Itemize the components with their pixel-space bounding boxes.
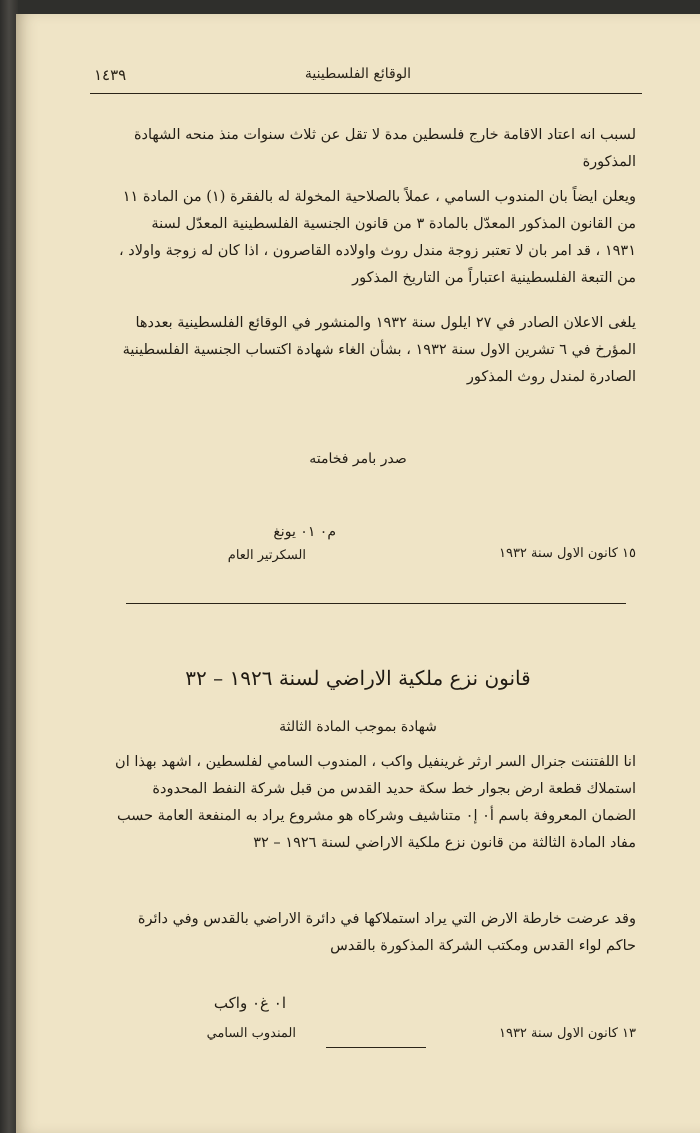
law-title: قانون نزع ملكية الاراضي لسنة ١٩٢٦ – ٣٢ <box>185 666 531 690</box>
notice-paragraph-1: لسبب انه اعتاد الاقامة خارج فلسطين مدة لا تقل عن ثلاث سنوات منذ منحه الشهادة المذكورة <box>133 127 636 170</box>
gazette-page <box>16 14 700 1133</box>
law-paragraph-1: انا اللفتننت جنرال السر ارثر غرينفيل واكب ، المندوب السامي لفلسطين ، اشهد بهذا ان استملاك قطعة ارض بجوار خط سكة حديد القدس من قبل شركة النفط المحدودة الضمان المعروفة باسم أ٠ إ٠ متناشيف وشركاه هو مشروع يراد به المنفعة العامة حسب مفاد المادة الثالثة من قانون نزع ملكية الاراضي لسنة ١٩٢٦ – ٣٢ <box>115 754 636 851</box>
header-rule <box>90 93 642 94</box>
law-paragraph-2: وقد عرضت خارطة الارض التي يراد استملاكها في دائرة الاراضي بالقدس وفي دائرة حاكم لواء القدس ومكتب الشركة المذكورة بالقدس <box>137 911 636 954</box>
section-divider <box>126 603 626 604</box>
end-rule <box>326 1047 426 1048</box>
law-signatory-name: ا٠ غ٠ واكب <box>213 994 286 1012</box>
notice-signatory-title: السكرتير العام <box>227 548 306 563</box>
page-number: ١٤٣٩ <box>94 66 127 84</box>
notice-paragraph-3: يلغى الاعلان الصادر في ٢٧ ايلول سنة ١٩٣٢ والمنشور في الوقائع الفلسطينية بعددها المؤرخ في ٦ تشرين الاول سنة ١٩٣٢ ، بشأن الغاء شهادة اكتساب الجنسية الفلسطينية الصادرة لمندل روث المذكور <box>122 315 636 385</box>
law-subheading: شهادة بموجب المادة الثالثة <box>279 719 437 735</box>
law-signatory-title: المندوب السامي <box>206 1026 296 1041</box>
law-date: ١٣ كانون الاول سنة ١٩٣٢ <box>498 1026 636 1041</box>
notice-paragraph-2: ويعلن ايضاً بان المندوب السامي ، عملاً بالصلاحية المخولة له بالفقرة (١) من المادة ١١ من القانون المذكور المعدّل بالمادة ٣ من قانون الجنسية الفلسطينية المعدّل لسنة ١٩٣١ ، قد امر بان لا تعتبر زوجة مندل روث واولاده القاصرون ، اذا كان له زوجة واولاد ، من التبعة الفلسطينية اعتباراً من التاريخ المذكور <box>118 189 636 286</box>
running-header-title: الوقائع الفلسطينية <box>304 66 412 82</box>
order-line: صدر بامر فخامته <box>309 451 407 467</box>
notice-date: ١٥ كانون الاول سنة ١٩٣٢ <box>498 546 636 561</box>
notice-signatory-name: م٠ ٠١ يونغ <box>273 524 336 540</box>
